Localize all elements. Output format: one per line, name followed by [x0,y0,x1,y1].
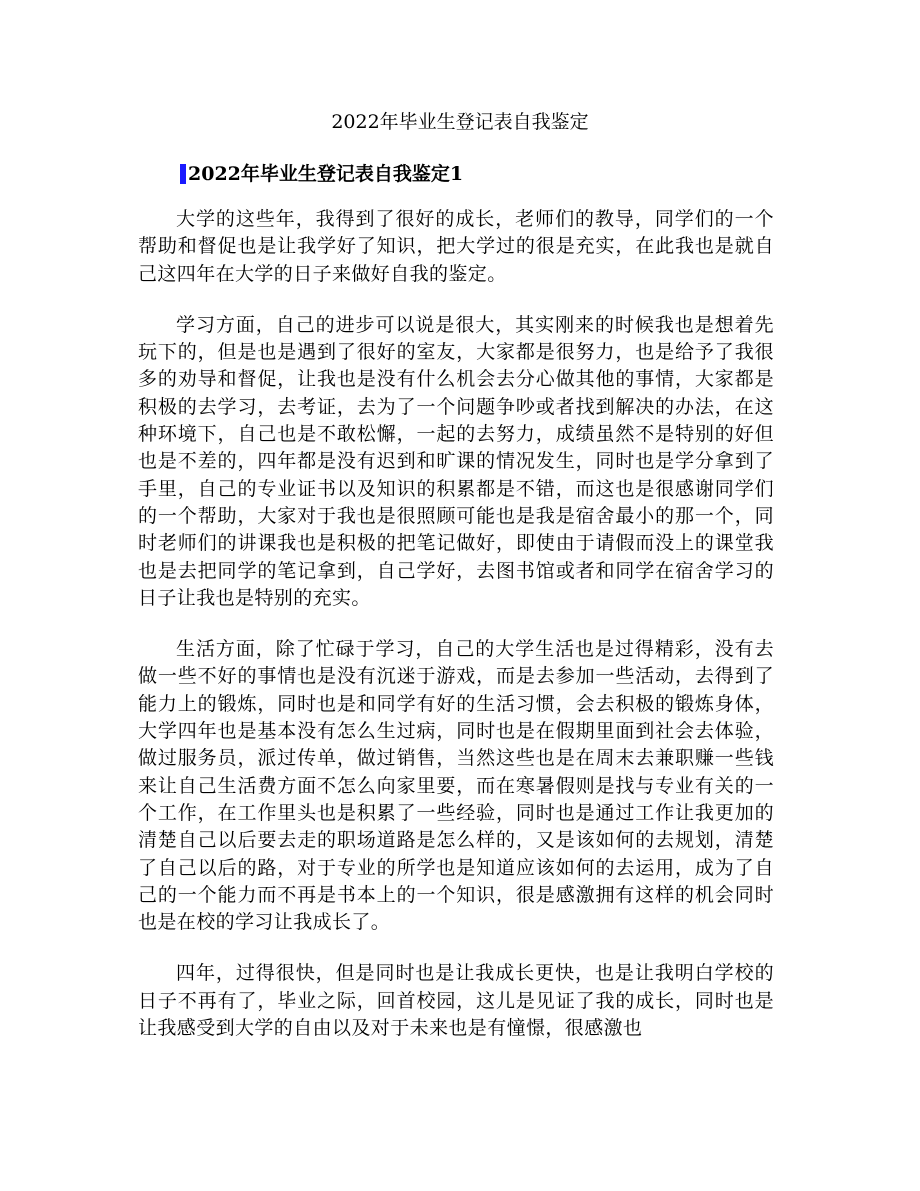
section-heading-text: 2022年毕业生登记表自我鉴定1 [188,163,464,185]
paragraph-1: 大学的这些年，我得到了很好的成长，老师们的教导，同学们的一个帮助和督促也是让我学好了知识，把大学过的很是充实，在此我也是就自己这四年在大学的日子来做好自我的鉴定。 [138,208,774,285]
document-title: 2022年毕业生登记表自我鉴定 [331,111,589,133]
body-text [138,206,774,1066]
paragraph-3: 生活方面，除了忙碌于学习，自己的大学生活也是过得精彩，没有去做一些不好的事情也是没有沉迷于游戏，而是去参加一些活动，去得到了能力上的锻炼，同时也是和同学有好的生活习惯，会去积极的锻炼身体，大学四年也是基本没有怎么生过病，同时也是在假期里面到社会去体验，做过服务员，派过传单，做过销售，当然这些也是在周末去兼职赚一些钱来让自己生活费方面不怎么向家里要，而在寒暑假则是找与专业有关的一个工作，在工作里头也是积累了一些经验，同时也是通过工作让我更加的清楚自己以后要去走的职场道路是怎么样的，又是该如何的去规划，清楚了自己以后的路，对于专业的所学也是知道应该如何的去运用，成为了自己的一个能力而不再是书本上的一个知识，很是感激拥有这样的机会同时也是在校的学习让我成长了。 [138,638,774,934]
section-heading [180,160,463,188]
paragraph-4: 四年，过得很快，但是同时也是让我成长更快，也是让我明白学校的日子不再有了，毕业之际，回首校园，这儿是见证了我的成长，同时也是让我感受到大学的自由以及对于未来也是有憧憬，很感激也 [138,962,774,1040]
paragraph-2: 学习方面，自己的进步可以说是很大，其实刚来的时候我也是想着先玩下的，但是也是遇到了很好的室友，大家都是很努力，也是给予了我很多的劝导和督促，让我也是没有什么机会去分心做其他的事情，大家都是积极的去学习，去考证，去为了一个问题争吵或者找到解决的办法，在这种环境下，自己也是不敢松懈，一起的去努力，成绩虽然不是特别的好但也是不差的，四年都是没有迟到和旷课的情况发生，同时也是学分拿到了手里，自己的专业证书以及知识的积累都是不错，而这也是很感谢同学们的一个帮助，大家对于我也是很照顾可能也是我是宿舍最小的那一个，同时老师们的讲课我也是积极的把笔记做好，即使由于请假而没上的课堂我也是去把同学的笔记拿到，自己学好，去图书馆或者和同学在宿舍学习的日子让我也是特别的充实。 [138,313,774,609]
heading-marker-icon [180,164,186,184]
